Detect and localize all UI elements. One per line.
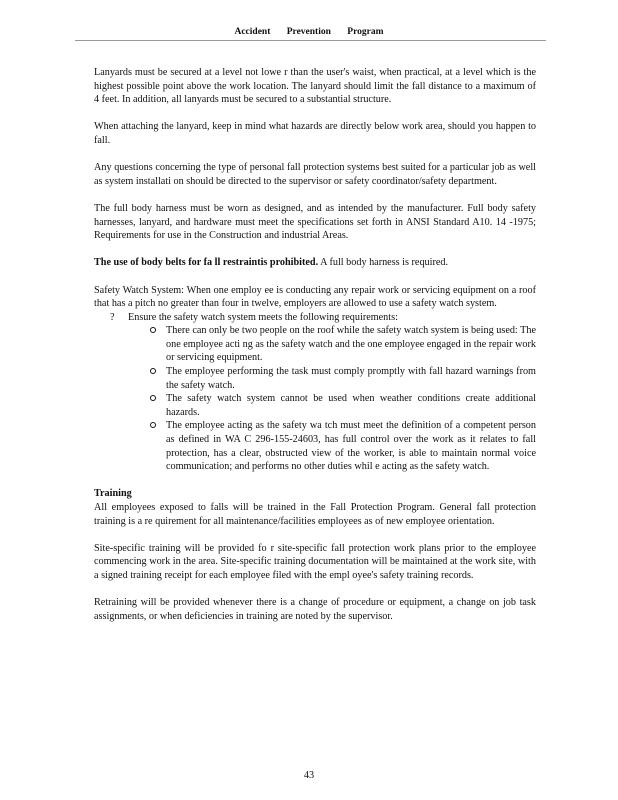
header-divider [75,40,546,41]
list-item-text: The safety watch system cannot be used when weather conditions create additional hazards. [166,393,536,418]
list-item [166,392,536,419]
list-item-text: The employee performing the task must comply promptly with fall hazard warnings from the safety watch. [166,366,536,391]
paragraph-lanyards: Lanyards must be secured at a level not lowe r than the user's waist, when practical, at a level which is the highest possible point above the work location. The lanyard should limit the fall distance to a maximum of 4 feet. In addition, all lanyards must be secured to a substantial structure. [94,67,536,106]
ensure-text: Ensure the safety watch system meets the following requirements: [128,311,398,323]
body-belts-prohibited-text: The use of body belts for fa ll restraintis prohibited. [94,257,319,269]
training-heading: Training [94,488,132,500]
paragraph-retraining: Retraining will be provided whenever there is a change of procedure or equipment, a change on job task assignments, or when deficiencies in training are noted by the supervisor. [94,597,536,622]
paragraph-questions: Any questions concerning the type of personal fall protection systems best suited for a particular job as well as system installati on should be directed to the supervisor or safety coordinator/safety department. [94,162,536,187]
list-item [166,324,536,365]
page-number: 43 [303,770,315,781]
circle-bullet-icon [150,327,156,333]
paragraph-training-general: All employees exposed to falls will be trained in the Fall Protection Program. General fall protection training is a re quirement for all maintenance/facilities employees as of new employee orientation. [94,502,536,527]
paragraph-attaching-lanyard: When attaching the lanyard, keep in mind what hazards are directly below work area, should you happen to fall. [94,121,536,146]
safety-watch-requirements-list [94,324,536,474]
bullet-glyph-icon: ? [110,311,115,323]
paragraph-full-body-harness: The full body harness must be worn as designed, and as intended by the manufacturer. Full body safety harnesses, lanyard, and hardware must meet the specifications set forth in ANSI Standard A10. 14 -1975; Requirements for use in the Construction and industrial Areas. [94,202,536,242]
paragraph-safety-watch-system: Safety Watch System: When one employ ee is conducting any repair work or servicing equipment on a roof that has a pitch no greater than four in twelve, employers are allowed to use a safety watch system. [94,284,536,310]
list-item [166,365,536,392]
document-body [94,66,536,637]
ensure-requirements-line [94,311,536,325]
page-header: Accident Prevention Program [234,27,384,37]
paragraph-training-site-specific: Site-specific training will be provided fo r site-specific fall protection work plans prior to the employee commencing work in the area. Site-specific training documentation will be maintained at the work site, with a signed training receipt for each employee filed with the empl oyee's safety training records. [94,542,536,581]
list-item-text: There can only be two people on the roof while the safety watch system is being used: The one employee acti ng as the safety watch and the one employee engaged in the repair work or servicing equipment. [166,325,536,364]
circle-bullet-icon [150,422,156,428]
circle-bullet-icon [150,395,156,401]
full-body-harness-required-text: A full body harness is required. [320,257,449,269]
list-item [166,419,536,473]
paragraph-body-belts [94,256,536,270]
circle-bullet-icon [150,368,156,374]
list-item-text: The employee acting as the safety wa tch must meet the definition of a competent person as defined in WA C 296-155-24603, has full control over the work as it relates to fall protection, has a clear, obstructed view of the worker, is able to maintain normal voice communication; and performs no other duties whil e acting as the safety watch. [166,420,536,473]
